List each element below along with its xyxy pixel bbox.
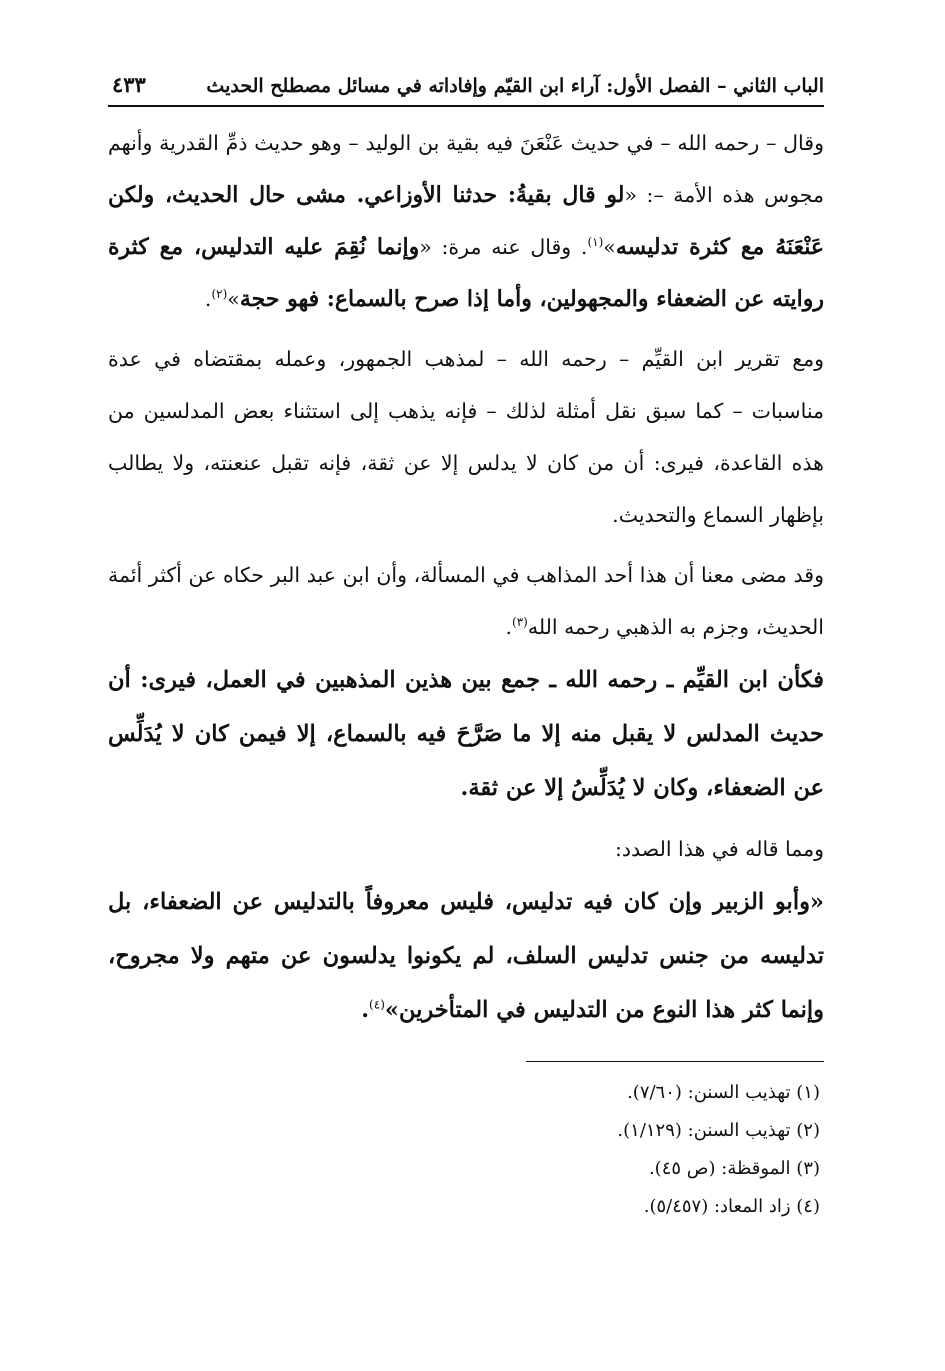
footnote-ref-1: (١) [587,235,604,250]
page-number: ٤٣٣ [112,72,146,97]
p1-bold-quote: لو قال بقيةُ: حدثنا الأوزاعي. مشى حال الحديث، ولكن عَنْعَنَهُ مع كثرة تدليسه [108,182,825,260]
footnote-ref-2: (٢) [211,287,228,302]
quote-end: . [361,997,370,1023]
block-quote [108,875,824,1037]
p3-end: . [505,615,512,639]
footnote-ref-4: (٤) [369,997,385,1012]
footnote-4: (٤) زاد المعاد: (٥/٤٥٧). [643,1196,820,1217]
p1-middle: . وقال عنه مرة: « [419,235,588,259]
page [108,70,824,1226]
running-header [108,70,824,107]
paragraph-4: فكأن ابن القيِّم ـ رحمه الله ـ جمع بين هذين المذهبين في العمل، فيرى: أن حديث المدلس لا يقبل منه إلا ما صَرَّحَ فيه بالسماع، إلا فيمن كان لا يُدَلِّس عن الضعفاء، وكان لا يُدَلِّسُ إلا عن ثقة. [108,667,824,801]
footnote-divider [526,1061,824,1062]
header-title: الباب الثاني – الفصل الأول: آراء ابن القيّم وإفاداته في مسائل مصطلح الحديث [206,75,824,97]
quote-text: «وأبو الزبير وإن كان فيه تدليس، فليس معروفاً بالتدليس عن الضعفاء، بل تدليسه من جنس تدليس السلف، لم يكونوا يدلسون عن متهم ولا مجروح، وإنما كثر هذا النوع من التدليس في المتأخرين» [108,889,824,1023]
paragraph-3 [108,549,824,653]
paragraph-5: ومما قاله في هذا الصدد: [615,837,824,861]
p1-close: » [603,235,616,259]
p3-text: وقد مضى معنا أن هذا أحد المذاهب في المسألة، وأن ابن عبد البر حكاه عن أكثر أئمة الحديث، وجزم به الذهبي رحمه الله [108,563,824,639]
paragraph-1 [108,117,824,325]
paragraph-2: ومع تقرير ابن القيِّم – رحمه الله – لمذهب الجمهور، وعمله بمقتضاه في عدة مناسبات – كما سبق نقل أمثلة لذلك – فإنه يذهب إلى استثناء بعض المدلسين من هذه القاعدة، فيرى: أن من كان لا يدلس إلا عن ثقة، فإنه تقبل عنعنته، ولا يطالب بإظهار السماع والتحديث. [108,347,824,527]
p1-lead: وقال – رحمه الله – في حديث عَنْعَنَ فيه بقية بن الوليد – وهو حديث ذمِّ القدرية وأنهم مجوس هذه الأمة –: « [108,131,824,207]
footnote-ref-3: (٣) [512,615,528,630]
p1-bold-quote-2: وإنما نُقِمَ عليه التدليس، مع كثرة روايته عن الضعفاء والمجهولين، وأما إذا صرح بالسماع: فهو حجة [108,234,824,312]
footnote-1: (١) تهذيب السنن: (٧/٦٠). [627,1082,820,1103]
footnotes [108,1074,824,1226]
footnote-3: (٣) الموقظة: (ص ٤٥). [648,1158,820,1179]
p1-close-2: » [227,287,240,311]
p1-end: . [204,287,212,311]
footnote-2: (٢) تهذيب السنن: (١/١٢٩). [617,1120,820,1141]
